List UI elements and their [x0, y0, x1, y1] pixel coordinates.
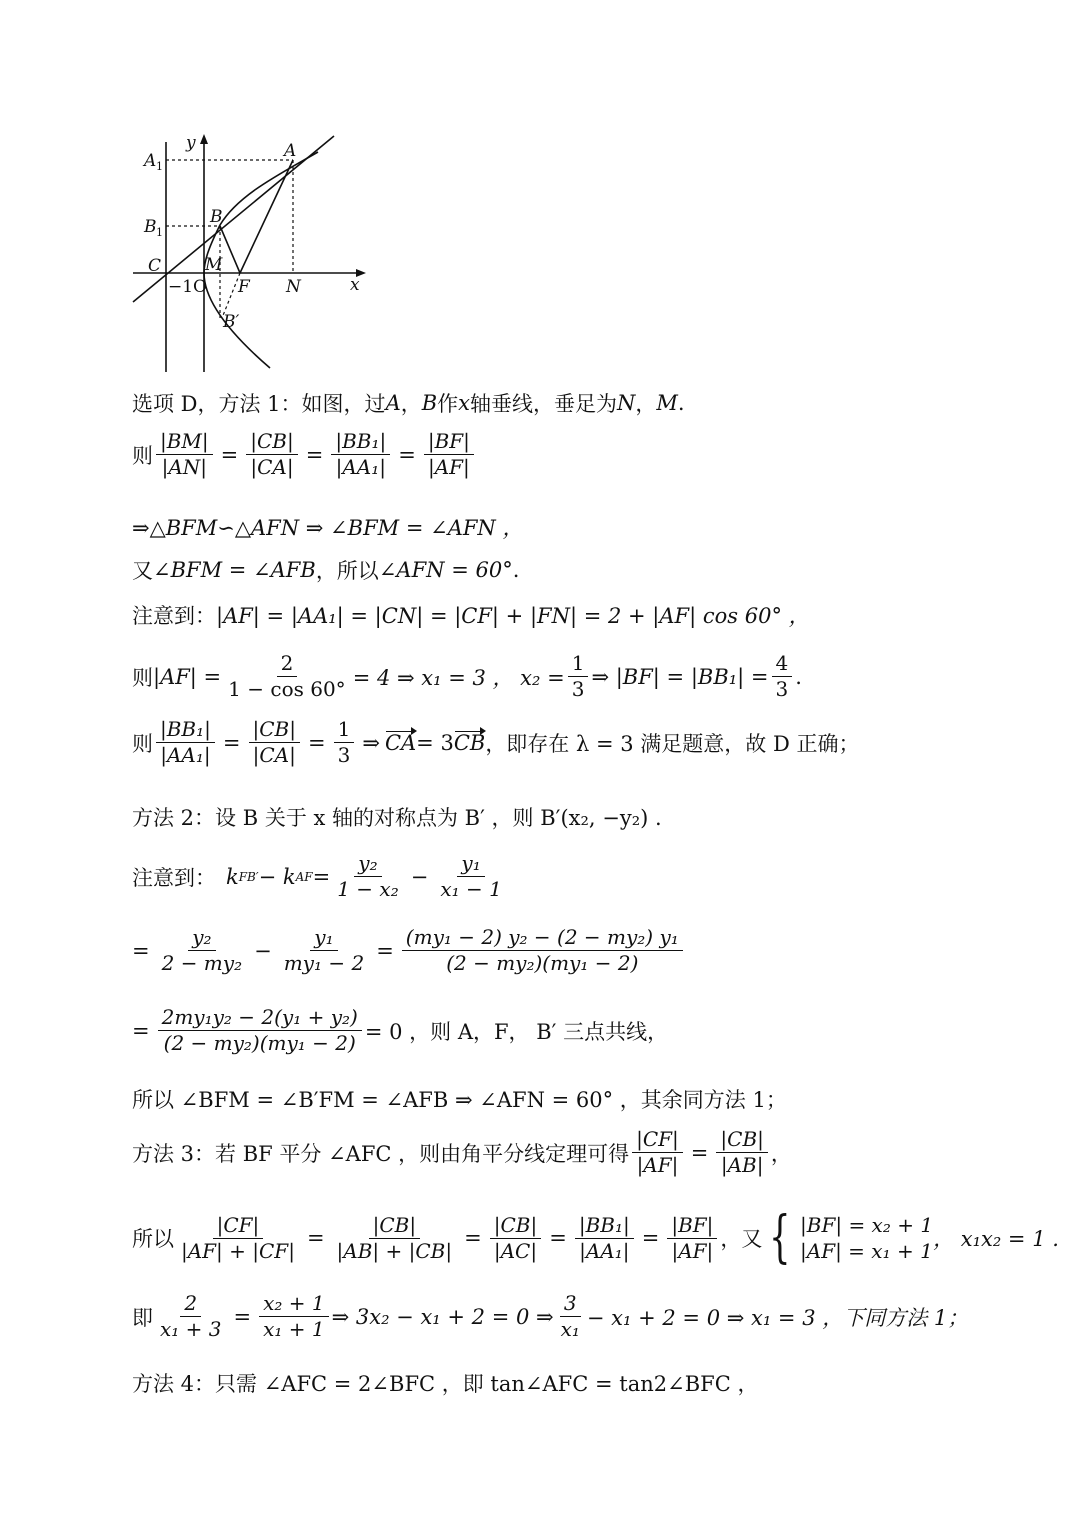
text: 则: [132, 731, 153, 756]
geometry-figure: [128, 130, 378, 380]
text: 注意到：: [132, 865, 216, 890]
label-M: M: [205, 255, 223, 275]
text: 所以 ∠BFM = ∠B′FM = ∠AFB ⇒ ∠AFN = 60° ，其余同方法 1；: [132, 1088, 787, 1112]
text: = 0 ，则 A，F， B′ 三点共线，: [364, 1019, 669, 1044]
label-B1-sub: 1: [156, 226, 163, 239]
fraction: $\frac{1}{3}$: [334, 718, 355, 767]
fraction: $\frac{|CB|}{|AB|}$: [716, 1128, 767, 1177]
fraction: $\frac{\text{y₂}}{\text{1 − x₂}}$: [337, 851, 399, 901]
vector-CB: CB: [453, 730, 486, 755]
fraction: $\frac{|BF|}{|AF|}$: [424, 430, 474, 479]
line-CBA: [133, 136, 334, 302]
fraction: $\frac{|BF|}{|AF|}$: [667, 1214, 717, 1263]
fraction: $\frac{\text{|BB₁|}}{\text{|AA₁|}}$: [575, 1214, 634, 1263]
math: = 4 ⇒ x₁ = 3 ， x₂ =: [352, 665, 565, 690]
text: 方法 4：只需 ∠AFC = 2∠BFC ，即 tan∠AFC = tan2∠BFC ，: [132, 1372, 759, 1396]
subscript: FB′: [238, 869, 259, 884]
segment-BF: [220, 226, 240, 273]
af-computation: [132, 652, 802, 701]
collinear-statement: = $\frac{\text{2my₁y₂ − 2(y₁ + y₂)}}{\text{(2 − my₂)(my₁ − 2)}}$ = 0 ，则 A，F， B′ 三点共线，: [132, 1005, 669, 1055]
y-axis-arrow: [200, 134, 208, 144]
equation-system: { |BF| = x₂ + 1 |AF| = x₁ + 1: [769, 1205, 934, 1270]
math: ∠BFM = ∠AFB: [153, 558, 316, 582]
fraction: $\frac{\text{y₁}}{\text{my₁ − 2}}$: [283, 925, 365, 975]
math: ⇒ |BF| = |BB₁| =: [591, 664, 769, 689]
math: k: [226, 864, 239, 889]
math: ⇒ 3x₂ − x₁ + 2 = 0 ⇒: [331, 1304, 554, 1329]
variable: x: [458, 391, 471, 415]
fraction: $\frac{2}{1 - \cos 60^\circ}$: [228, 651, 346, 701]
method1-intro: [132, 388, 685, 418]
text: .: [795, 664, 802, 689]
label-x: x: [350, 275, 360, 295]
method3-intro: 方法 3：若 BF 平分 ∠AFC ，则由角平分线定理可得 $\frac{|CF|}{|AF|}$ = $\frac{|CB|}{|AB|}$ ，: [132, 1127, 792, 1177]
fraction: $\frac{\text{y₂}}{\text{2 − my₂}}$: [161, 925, 243, 975]
method2-conclusion: [132, 1084, 787, 1114]
subscript: AF: [295, 869, 313, 884]
fraction: $\frac{\text{|BB₁|}}{\text{|AA₁|}}$: [156, 718, 215, 767]
point-label: B: [421, 391, 438, 415]
text: 所以: [132, 1227, 174, 1251]
fraction: $\frac{|CB|}{|AB| + |CB|}$: [336, 1212, 453, 1263]
fraction: $\frac{3}{\text{x₁}}$: [560, 1291, 580, 1341]
fraction: $\frac{2}{\text{x₁ + 3}}$: [160, 1291, 222, 1341]
math: − k: [258, 864, 296, 889]
system-row: |AF| = x₁ + 1: [800, 1239, 933, 1263]
text: ，: [635, 392, 657, 416]
text: ⇒△BFM∽△AFN ⇒ ∠BFM = ∠AFN ，: [132, 516, 524, 540]
text: .: [677, 391, 685, 415]
label-B: B: [210, 207, 223, 227]
math: =: [312, 864, 331, 889]
math: |AF| = |AA₁| = |CN| = |CF| + |FN| = 2 + |AF| cos 60° ，: [216, 604, 810, 628]
text: 则: [132, 665, 153, 690]
text: 选项 D，方法 1：如图，过: [132, 392, 386, 416]
math: ∠AFN = 60°: [378, 558, 513, 582]
angle-statement: [132, 555, 519, 585]
text: ，即存在 λ = 3 满足题意，故 D 正确；: [485, 731, 860, 756]
vector-conclusion: 则 $\frac{\text{|BB₁|}}{\text{|AA₁|}}$ = $\frac{|CB|}{|CA|}$ = $\frac{1}{3}$ ⇒ CA = 3 CB ，即存在 λ = 3 满足题意，故 D 正确；: [132, 717, 860, 767]
ratio-equation: 则 $\frac{|BM|}{|AN|}$ = $\frac{|CB|}{|CA|}$ = $\frac{\text{|BB₁|}}{\text{|AA₁|}}$ = $\frac{|BF|}{|AF|}$: [132, 430, 477, 479]
note-line: [132, 600, 810, 630]
label-y: y: [186, 133, 196, 153]
math: = 3: [416, 730, 454, 755]
segment-AF: [240, 160, 293, 273]
math: |AF| =: [153, 664, 222, 689]
fraction: $\frac{\text{y₁}}{\text{x₁ − 1}}$: [440, 851, 502, 901]
fraction: $\frac{|CB|}{|CA|}$: [246, 430, 297, 479]
fraction: $\frac{\text{2my₁y₂ − 2(y₁ + y₂)}}{\text{(2 − my₂)(my₁ − 2)}}$: [158, 1006, 362, 1055]
point-label: M: [656, 391, 678, 415]
fraction: $\frac{1}{3}$: [568, 652, 589, 701]
math: ， x₁x₂ = 1 .: [933, 1227, 1059, 1251]
label-A1: A: [144, 151, 157, 171]
text: ，所以: [315, 559, 379, 583]
fraction: $\frac{|BM|}{|AN|}$: [156, 430, 213, 479]
similar-triangles: [132, 512, 523, 542]
text: 轴垂线，垂足为: [470, 392, 618, 416]
label-A: A: [284, 141, 297, 161]
text: 方法 2：设 B 关于 x 轴的对称点为 B′ ，则 B′(x₂, −y₂) .: [132, 806, 662, 830]
fraction: $\frac{|CF|}{|AF|}$: [632, 1128, 683, 1177]
fraction: $\frac{\text{|BB₁|}}{\text{|AA₁|}}$: [331, 430, 390, 479]
text: 方法 3：若 BF 平分 ∠AFC ，则由角平分线定理可得: [132, 1141, 630, 1166]
point-label: N: [617, 391, 636, 415]
fraction: $\frac{\text{(my₁ − 2) y₂ − (2 − my₂) y₁}}{\text{(2 − my₂)(my₁ − 2)}}$: [402, 926, 683, 975]
fraction: $\frac{|CB|}{|CA|}$: [249, 718, 300, 767]
text: 又: [132, 559, 153, 583]
fraction: $\frac{|CF|}{|AF| + |CF|}$: [181, 1212, 295, 1263]
method4-intro: [132, 1368, 758, 1398]
math: − x₁ + 2 = 0 ⇒ x₁ = 3 ，下同方法 1；: [586, 1305, 969, 1330]
text: 注意到：: [132, 604, 216, 628]
label-A1-sub: 1: [156, 160, 163, 173]
vector-CA: CA: [384, 730, 417, 755]
label-B1: B: [144, 217, 157, 237]
label-F: F: [238, 277, 250, 297]
fraction: $\frac{|CB|}{|AC|}$: [490, 1214, 541, 1263]
slope-expansion: = $\frac{\text{y₂}}{\text{2 − my₂}}$ − $\frac{\text{y₁}}{\text{my₁ − 2}}$ = $\frac{\text{(my₁ − 2) y₂ − (2 − my₂) y₁}}{\text{(2 − my₂)(my₁ − 2)}}$: [132, 926, 686, 975]
method3-ratios: 所以 $\frac{|CF|}{|AF| + |CF|}$ = $\frac{|CB|}{|AB| + |CB|}$ = $\frac{|CB|}{|AC|}$ = $\frac{\text{|BB₁|}}{\text{|AA₁|}}$ = $\frac{|BF|}{|AF|}$ ，又 { |BF| = x₂ + 1 |AF| = x₁ + 1 ， x₁x₂ = 1 .: [132, 1205, 1059, 1270]
system-row: |BF| = x₂ + 1: [800, 1213, 934, 1237]
method3-solve: 即 $\frac{2}{\text{x₁ + 3}}$ = $\frac{\text{x₂ + 1}}{\text{x₁ + 1}}$ ⇒ 3x₂ − x₁ + 2 = 0 ⇒ $\frac{3}{\text{x₁}}$ − x₁ + 2 = 0 ⇒ x₁ = 3 ，下同方法 1；: [132, 1291, 969, 1341]
text: 则: [132, 443, 153, 468]
text: ，: [400, 392, 422, 416]
text: 作: [437, 392, 459, 416]
label-Bprime: B′: [223, 312, 240, 332]
method2-intro: [132, 802, 662, 832]
arrow: ⇒: [362, 730, 380, 755]
text: ，: [770, 1141, 792, 1166]
text: 即: [132, 1305, 153, 1330]
label-C: C: [148, 256, 162, 276]
slope-difference: 注意到： k FB′ − k AF = $\frac{\text{y₂}}{\text{1 − x₂}}$ − $\frac{\text{y₁}}{\text{x₁ − 1}}$: [132, 852, 509, 901]
fraction: $\frac{4}{3}$: [772, 652, 793, 701]
label-N: N: [286, 277, 301, 297]
label-minus1O: −1O: [168, 277, 207, 297]
fraction: $\frac{\text{x₂ + 1}}{\text{x₁ + 1}}$: [259, 1292, 329, 1341]
point-label: A: [385, 391, 401, 415]
text: .: [512, 558, 520, 582]
text: ，又: [720, 1227, 763, 1251]
